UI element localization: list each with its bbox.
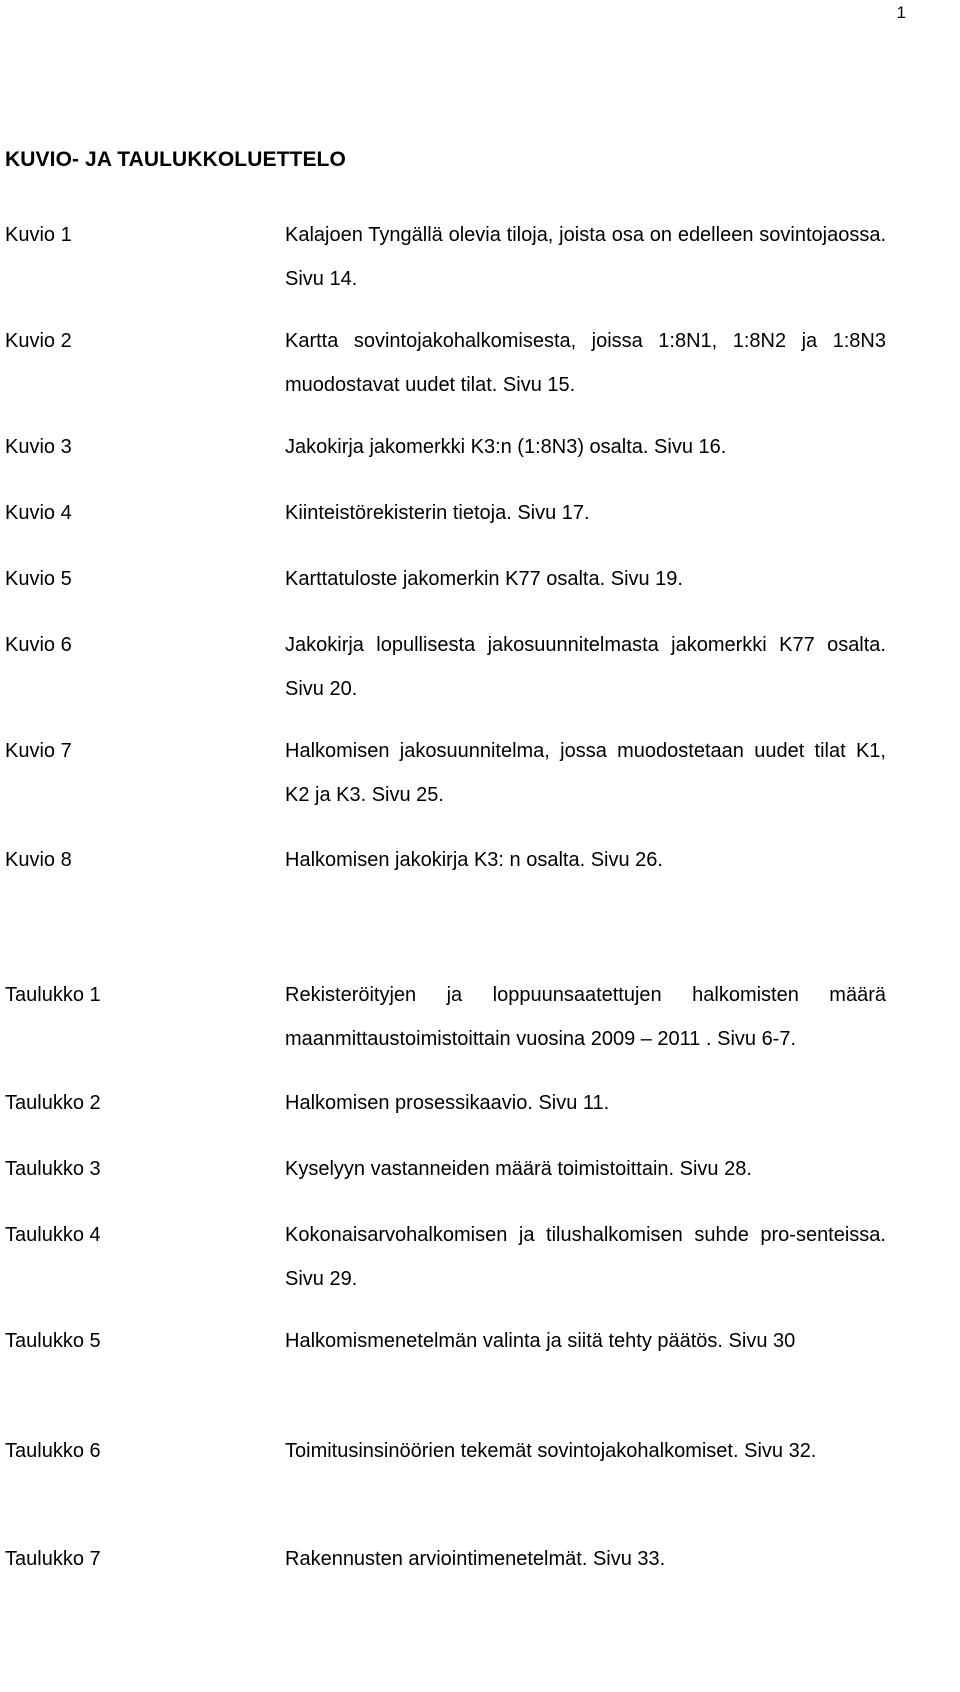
figure-label: Kuvio 1 — [5, 224, 72, 246]
figure-caption: Karttatuloste jakomerkin K77 osalta. Sivu 19. — [285, 568, 683, 590]
figure-caption: Halkomisen jakosuunnitelma, jossa muodostetaan uudet tilat K1, K2 ja K3. Sivu 25. — [285, 740, 886, 806]
figure-label: Kuvio 5 — [5, 568, 72, 590]
table-caption: Rekisteröityjen ja loppuunsaatettujen halkomisten määrä maanmittaustoimistoittain vuosina 2009 – 2011 . Sivu 6-7. — [285, 984, 886, 1050]
figure-label: Kuvio 8 — [5, 849, 72, 871]
table-label: Taulukko 1 — [5, 984, 101, 1006]
figure-caption: Kartta sovintojakohalkomisesta, joissa 1:8N1, 1:8N2 ja 1:8N3 muodostavat uudet tilat. Sivu 15. — [285, 330, 886, 396]
figure-label: Kuvio 7 — [5, 740, 72, 762]
figure-caption: Kalajoen Tyngällä olevia tiloja, joista osa on edelleen sovintojaossa. Sivu 14. — [285, 224, 886, 290]
table-caption: Toimitusinsinöörien tekemät sovintojakohalkomiset. Sivu 32. — [285, 1440, 817, 1462]
table-label: Taulukko 2 — [5, 1092, 101, 1114]
figure-caption: Jakokirja lopullisesta jakosuunnitelmasta jakomerkki K77 osalta. Sivu 20. — [285, 634, 886, 700]
page-number: 1 — [896, 3, 906, 22]
figure-caption: Kiinteistörekisterin tietoja. Sivu 17. — [285, 502, 590, 524]
table-label: Taulukko 7 — [5, 1548, 101, 1570]
figure-label: Kuvio 4 — [5, 502, 72, 524]
table-caption: Kyselyyn vastanneiden määrä toimistoittain. Sivu 28. — [285, 1158, 752, 1180]
table-caption: Halkomismenetelmän valinta ja siitä tehty päätös. Sivu 30 — [285, 1330, 796, 1352]
table-caption: Rakennusten arviointimenetelmät. Sivu 33. — [285, 1548, 666, 1570]
table-label: Taulukko 3 — [5, 1158, 101, 1180]
table-label: Taulukko 6 — [5, 1440, 101, 1462]
figure-label: Kuvio 3 — [5, 436, 72, 458]
table-label: Taulukko 5 — [5, 1330, 101, 1352]
table-caption: Kokonaisarvohalkomisen ja tilushalkomisen suhde pro-senteissa. Sivu 29. — [285, 1224, 886, 1290]
page-title: KUVIO- JA TAULUKKOLUETTELO — [5, 148, 346, 171]
figure-label: Kuvio 6 — [5, 634, 72, 656]
table-label: Taulukko 4 — [5, 1224, 101, 1246]
figure-caption: Jakokirja jakomerkki K3:n (1:8N3) osalta. Sivu 16. — [285, 436, 727, 458]
figure-caption: Halkomisen jakokirja K3: n osalta. Sivu 26. — [285, 849, 663, 871]
figure-label: Kuvio 2 — [5, 330, 72, 352]
table-caption: Halkomisen prosessikaavio. Sivu 11. — [285, 1092, 610, 1114]
